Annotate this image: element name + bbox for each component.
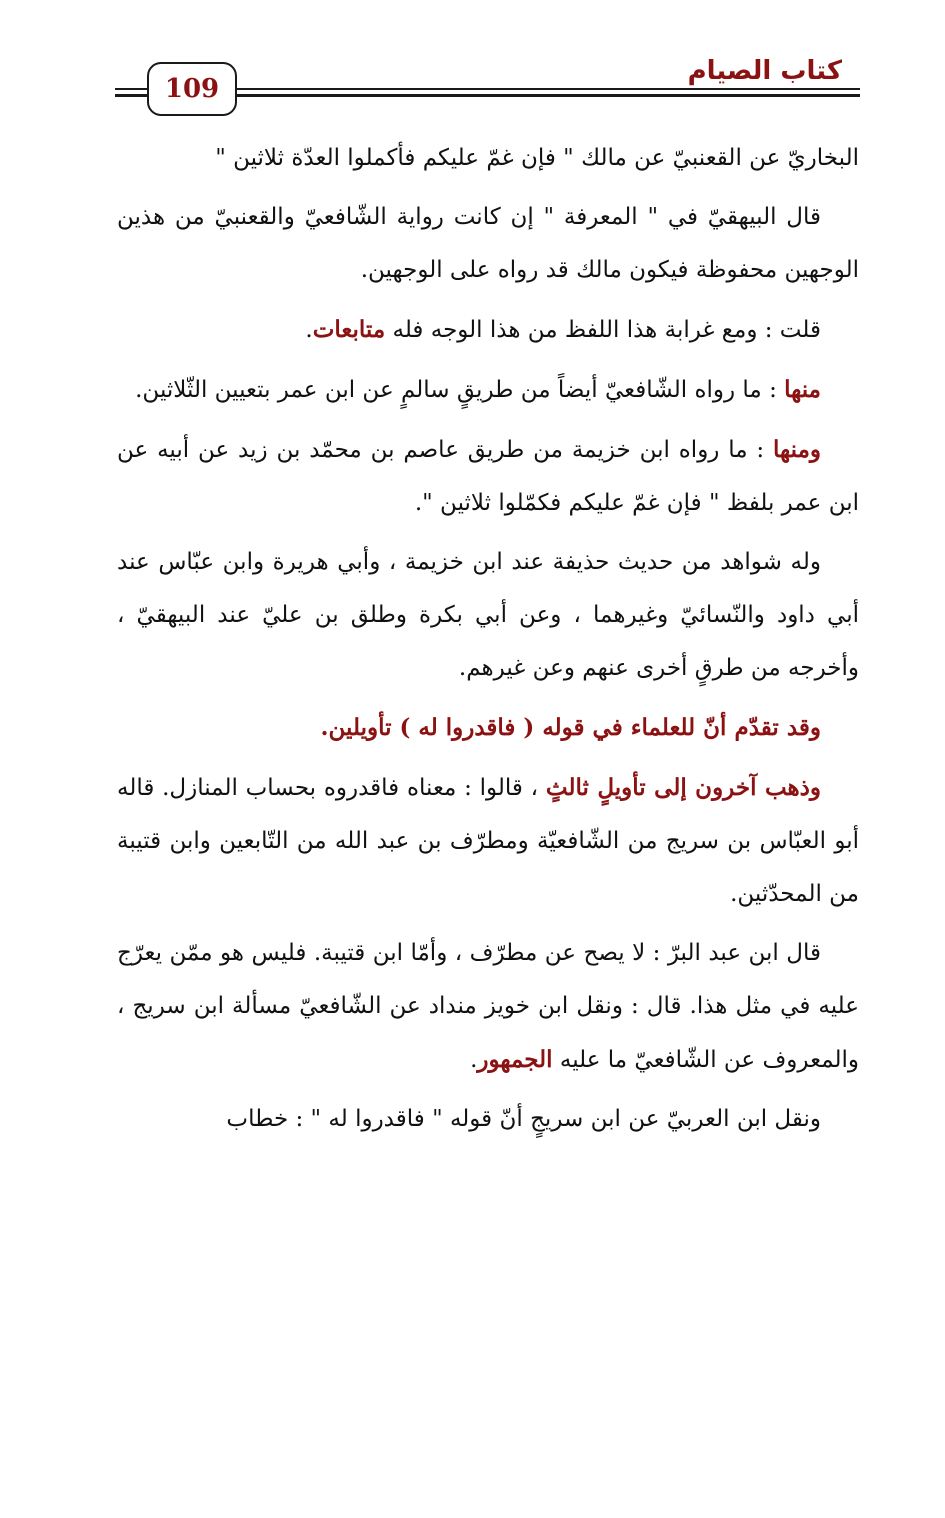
paragraph: [117, 363, 859, 417]
paragraph: [117, 701, 859, 755]
body-text: قال ابن عبد البرّ : لا يصح عن مطرّف ، وأمّا ابن قتيبة. فليس هو ممّن يعرّج عليه في مثل هذا. قال : ونقل ابن خويز منداد عن الشّافعيّ مسألة ابن سريج ، والمعروف عن الشّافعيّ ما عليه: [117, 940, 859, 1073]
body-text: قال البيهقيّ في " المعرفة " إن كانت رواية الشّافعيّ والقعنبيّ من هذين الوجهين محفوظة فيكون مالك قد رواه على الوجهين.: [117, 204, 859, 283]
body-text: : ما رواه ابن خزيمة من طريق عاصم بن محمّد بن زيد عن أبيه عن ابن عمر بلفظ " فإن غمّ عليكم فكمّلوا ثلاثين ".: [117, 437, 859, 516]
paragraph: [117, 1093, 859, 1146]
highlighted-text: الجمهور: [477, 1046, 553, 1073]
body-text: .: [305, 317, 313, 343]
body-text: قلت : ومع غرابة هذا اللفظ من هذا الوجه فله: [385, 317, 821, 343]
body-text: : ما رواه الشّافعيّ أيضاً من طريقٍ سالمٍ عن ابن عمر بتعيين الثّلاثين.: [135, 377, 785, 403]
page-header: [115, 52, 860, 122]
body-text: ونقل ابن العربيّ عن ابن سريجٍ أنّ قوله " فاقدروا له " : خطاب: [226, 1106, 821, 1132]
body-text: ، قالوا : معناه فاقدروه بحساب المنازل. قاله أبو العبّاس بن سريج من الشّافعيّة ومطرّف بن عبد الله من التّابعين وابن قتيبة من المحدّثين.: [117, 775, 859, 907]
paragraph: [117, 423, 859, 530]
paragraph: [117, 536, 859, 695]
page-number: 109: [147, 62, 237, 116]
body-text: وله شواهد من حديث حذيفة عند ابن خزيمة ، وأبي هريرة وابن عبّاس عند أبي داود والنّسائيّ وغيرهما ، وعن أبي بكرة وطلق بن عليّ عند البيهقيّ ، وأخرجه من طرقٍ أخرى عنهم وعن غيرهم.: [117, 549, 859, 681]
page-body: [117, 132, 859, 1152]
body-text: البخاريّ عن القعنبيّ عن مالك " فإن غمّ عليكم فأكملوا العدّة ثلاثين ": [215, 145, 859, 171]
highlighted-text: ومنها: [773, 436, 821, 463]
paragraph: [117, 303, 859, 357]
highlighted-text: وذهب آخرون إلى تأويلٍ ثالثٍ: [545, 774, 822, 801]
paragraph: [117, 927, 859, 1087]
highlighted-text: منها: [784, 376, 821, 403]
paragraph: [117, 191, 859, 297]
highlighted-text: وقد تقدّم أنّ للعلماء في قوله ( فاقدروا له ) تأويلين.: [320, 714, 821, 741]
body-text: .: [470, 1047, 478, 1073]
paragraph: [117, 761, 859, 921]
paragraph: [117, 132, 859, 185]
highlighted-text: متابعات: [312, 316, 386, 343]
book-title: كتاب الصيام: [687, 56, 842, 86]
